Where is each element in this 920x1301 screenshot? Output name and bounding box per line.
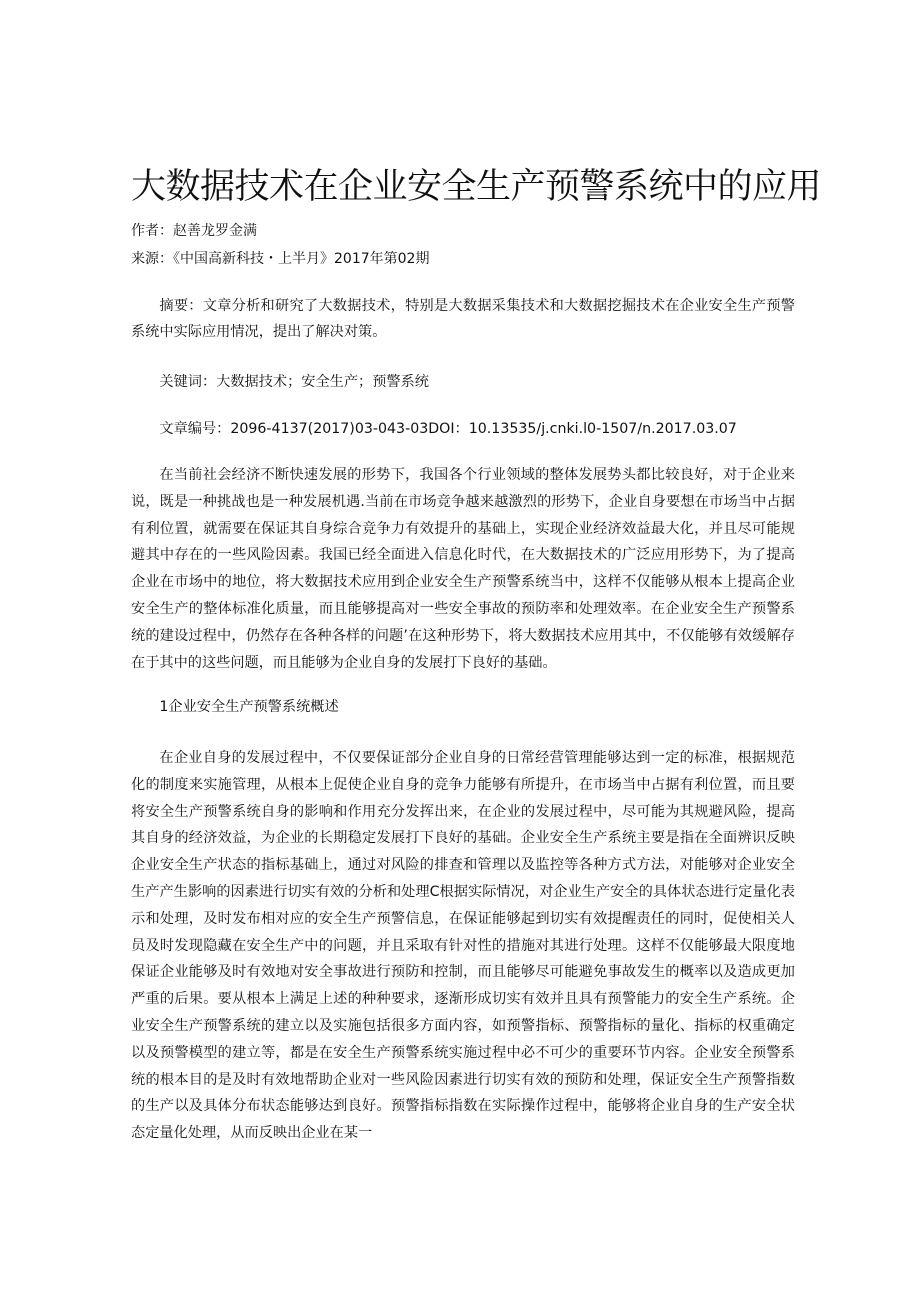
abstract-paragraph: 摘要：文章分析和研究了大数据技术，特别是大数据采集技术和大数据挖掘技术在企业安全生产预警系统中实际应用情况，提出了解决对策。 — [131, 298, 795, 340]
keywords-paragraph: 关键词：大数据技术；安全生产；预警系统 — [159, 374, 429, 390]
section-heading: 1企业安全生产预警系统概述 — [159, 699, 339, 715]
article-title: 大数据技术在企业安全生产预警系统中的应用 — [131, 167, 822, 207]
section-paragraph: 在企业自身的发展过程中，不仅要保证部分企业自身的日常经营管理能够达到一定的标准，根据规范化的制度来实施管理，从根本上促使企业自身的竞争力能够有所提升，在市场当中占据有利位置，而且要将安全生产预警系统自身的影响和作用充分发挥出来，在企业的发展过程中，尽可能为其规避风险，提高其自身的经济效益，为企业的长期稳定发展打下良好的基础。企业安全生产系统主要是指在全面辨识反映企业安全生产状态的指标基础上，通过对风险的排查和管理以及监控等各种方式方法，对能够对企业安全生产产生影响的因素进行切实有效的分析和处理C根据实际情况，对企业生产安全的具体状态进行定量化表示和处理，及时发布相对应的安全生产预警信息，在保证能够起到切实有效提醒责任的同时，促使相关人员及时发现隐藏在安全生产中的问题，并且采取有针对性的措施对其进行处理。这样不仅能够最大限度地保证企业能够及时有效地对安全事故进行预防和控制，而且能够尽可能避免事故发生的概率以及造成更加严重的后果。要从根本上满足上述的种种要求，逐渐形成切实有效并且具有预警能力的安全生产系统。企业安全生产预警系统的建立以及实施包括很多方面内容，如预警指标、预警指标的量化、指标的权重确定以及预警模型的建立等，都是在安全生产预警系统实施过程中必不可少的重要环节内容。企业安全预警系统的根本目的是及时有效地帮助企业对一些风险因素进行切实有效的预防和处理，保证安全生产预警指数的生产以及具体分布状态能够达到良好。预警指标指数在实际操作过程中，能够将企业自身的生产安全状态定量化处理，从而反映出企业在某一 — [131, 750, 795, 1142]
document-number-paragraph: 文章编号：2096-4137(2017)03-043-03DOI：10.13535∕j.cnki.l0-1507∕n.2017.03.07 — [159, 421, 737, 437]
author-line: 作者：赵善龙罗金满 — [131, 223, 257, 239]
intro-paragraph: 在当前社会经济不断快速发展的形势下，我国各个行业领域的整体发展势头都比较良好，对于企业来说，既是一种挑战也是一种发展机遇.当前在市场竞争越来越激烈的形势下，企业自身要想在市场当中占据有利位置，就需要在保证其自身综合竞争力有效提升的基础上，实现企业经济效益最大化，并且尽可能规避其中存在的一些风险因素。我国已经全面进入信息化时代，在大数据技术的广泛应用形势下，为了提高企业在市场中的地位，将大数据技术应用到企业安全生产预警系统当中，这样不仅能够从根本上提高企业安全生产的整体标准化质量，而且能够提高对一些安全事故的预防率和处理效率。在企业安全生产预警系统的建设过程中，仍然存在各种各样的问题’在这种形势下，将大数据技术应用其中，不仅能够有效缓解存在于其中的这些问题，而且能够为企业自身的发展打下良好的基础。 — [131, 467, 795, 671]
source-line: 来源：《中国高新科技・上半月》2017年第02期 — [131, 251, 430, 267]
